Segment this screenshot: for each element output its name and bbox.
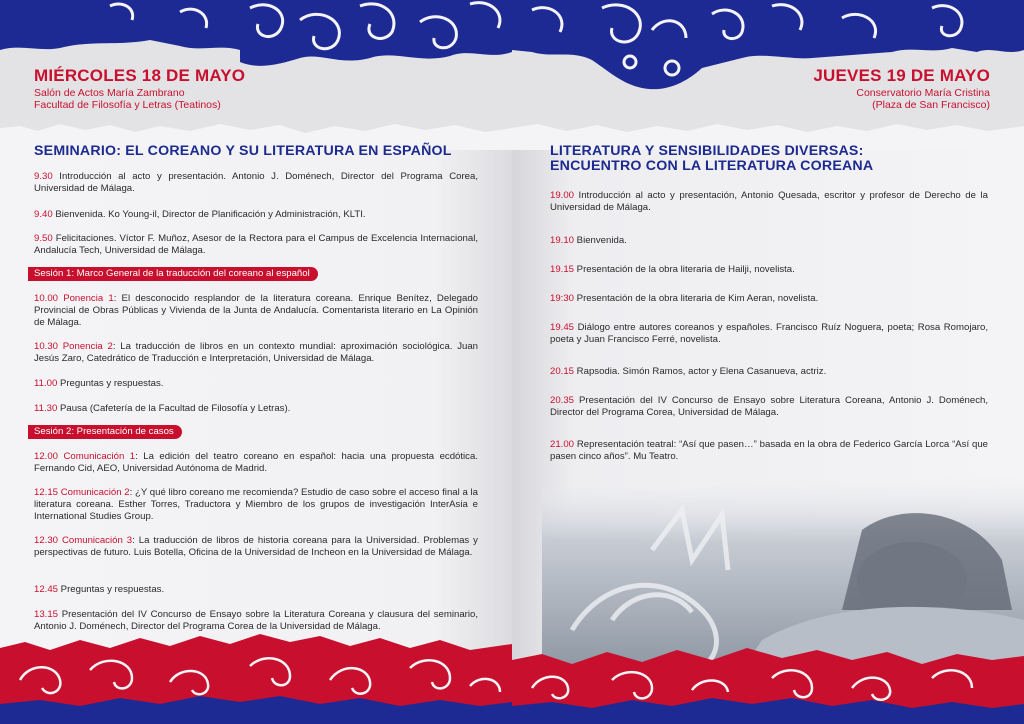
item-1100: 11.00 Preguntas y respuestas. bbox=[34, 378, 164, 389]
item-1915: 19.15 Presentación de la obra literaria de Hailji, novelista. bbox=[550, 264, 795, 275]
left-section-title: SEMINARIO: EL COREANO Y SU LITERATURA EN ESPAÑOL bbox=[34, 143, 452, 159]
item-2035: 20.35 Presentación del IV Concurso de Ensayo sobre Literatura Coreana, Antonio J. Doménech, Director del Programa Corea, Universidad de Málaga. bbox=[550, 395, 988, 418]
item-1000: 10.00 Ponencia 1: El desconocido resplandor de la literatura coreana. Enrique Benítez, Delegado Provincial de Obras Públicas y Vivienda de la Junta de Andalucía. Comentarista literario en La Opinión de Málaga. bbox=[34, 293, 479, 328]
right-date-heading: JUEVES 19 DE MAYO bbox=[813, 66, 990, 85]
item-0950: 9.50 Felicitaciones. Víctor F. Muñoz, Asesor de la Rectora para el Campus de Excelencia Internacional, Andalucía Tech, Universidad de Málaga. bbox=[34, 233, 478, 256]
item-0940: 9.40 Bienvenida. Ko Young-il, Director de Planificación y Administración, KLTI. bbox=[34, 209, 366, 220]
session-2-badge: Sesión 2: Presentación de casos bbox=[28, 425, 182, 439]
item-1315: 13.15 Presentación del IV Concurso de Ensayo sobre la Literatura Coreana y clausura del seminario, Antonio J. Doménech, Director del Programa Corea de la Universidad de Málaga. bbox=[34, 609, 478, 632]
right-section-title-line2: ENCUENTRO CON LA LITERATURA COREANA bbox=[550, 158, 874, 174]
bottom-pattern-band-right bbox=[512, 630, 1024, 724]
right-venue-line2: (Plaza de San Francisco) bbox=[872, 99, 990, 111]
right-page bbox=[512, 0, 1024, 724]
item-1215: 12.15 Comunicación 2: ¿Y qué libro coreano me recomienda? Estudio de caso sobre el acceso final a la literatura coreana. Esther Torres, Traductora y Miembro de los grupos de investigación InterAsia e International Studies Group. bbox=[34, 487, 478, 522]
item-1930: 19:30 Presentación de la obra literaria de Kim Aeran, novelista. bbox=[550, 293, 819, 304]
bottom-pattern-band bbox=[0, 630, 512, 724]
left-venue-line2: Facultad de Filosofía y Letras (Teatinos) bbox=[34, 99, 221, 111]
left-date-heading: MIÉRCOLES 18 DE MAYO bbox=[34, 66, 246, 85]
session-1-badge: Sesión 1: Marco General de la traducción del coreano al español bbox=[28, 267, 318, 281]
left-venue-line1: Salón de Actos María Zambrano bbox=[34, 87, 185, 99]
right-section-title-line1: LITERATURA Y SENSIBILIDADES DIVERSAS: bbox=[550, 143, 864, 159]
item-1130: 11.30 Pausa (Cafetería de la Facultad de Filosofía y Letras). bbox=[34, 403, 291, 414]
item-1910: 19.10 Bienvenida. bbox=[550, 235, 627, 246]
item-1945: 19.45 Diálogo entre autores coreanos y españoles. Francisco Ruíz Noguera, poeta; Rosa Romojaro, poeta y Juan Francisco Ferré, novelista. bbox=[550, 322, 988, 345]
item-2015: 20.15 Rapsodia. Simón Ramos, actor y Elena Casanueva, actriz. bbox=[550, 366, 827, 377]
item-1900: 19.00 Introducción al acto y presentación, Antonio Quesada, escritor y profesor de Derecho de la Universidad de Málaga. bbox=[550, 190, 988, 213]
item-1030: 10.30 Ponencia 2: La traducción de libros en un contexto mundial: aproximación sociológica. Juan Jesús Zaro, Catedrático de Traducción e Interpretación, Universidad de Málaga. bbox=[34, 341, 479, 364]
item-2100: 21.00 Representación teatral: “Así que pasen…” basada en la obra de Federico García Lorca “Así que pasen cinco años”. Mu Teatro. bbox=[550, 439, 988, 462]
item-1200: 12.00 Comunicación 1: La edición del teatro coreano en español: hacia una propuesta ecdótica. Fernando Cid, AEO, Universidad Autónoma de Madrid. bbox=[34, 451, 478, 474]
right-venue-line1: Conservatorio María Cristina bbox=[856, 87, 990, 99]
item-1245: 12.45 Preguntas y respuestas. bbox=[34, 584, 165, 595]
item-0930: 9.30 Introducción al acto y presentación. Antonio J. Doménech, Director del Programa Corea, Universidad de Málaga. bbox=[34, 171, 478, 194]
item-1230: 12.30 Comunicación 3: La traducción de libros de historia coreana para la Universidad. Problemas y perspectivas de futuro. Luis Botella, Oficina de la Universidad de Incheon en la Universidad de Málaga. bbox=[34, 535, 478, 558]
